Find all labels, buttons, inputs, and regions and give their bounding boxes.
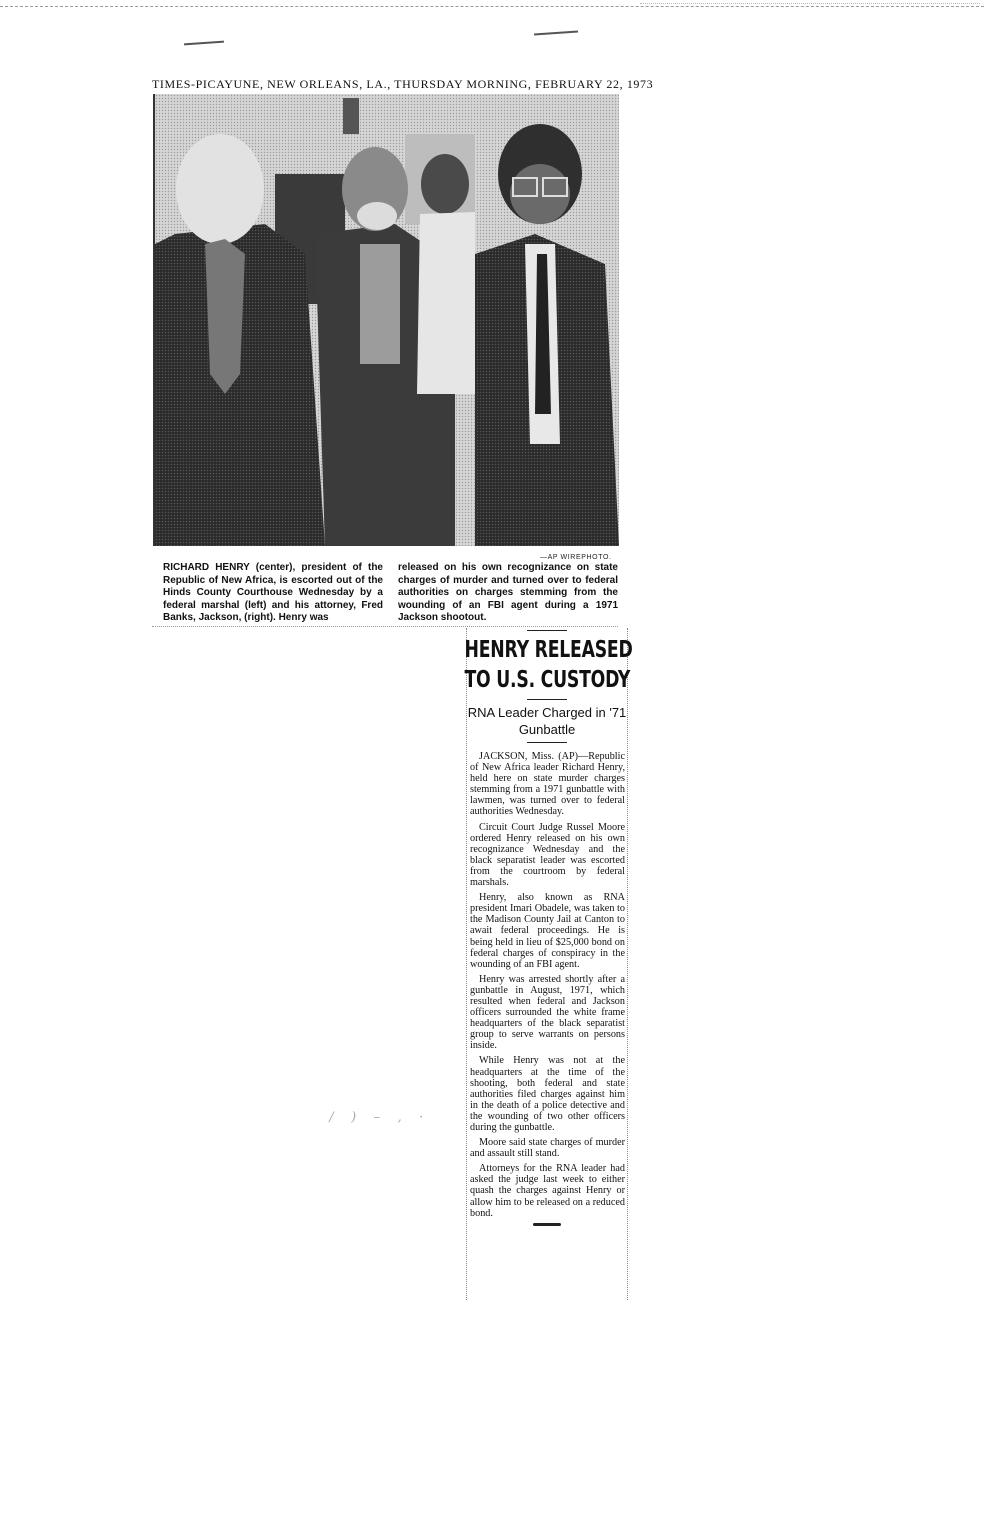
article-paragraph: Henry, also known as RNA president Imari Obadele, was taken to the Madison County Jail at Canton to await federal proceedings. He is being held in lieu of $25,000 bond on federal charges of conspiracy in the wounding of an FBI agent.	[470, 892, 625, 970]
headline-line-2: TO U.S. CUSTODY	[464, 667, 631, 693]
scan-edge-dots	[640, 3, 980, 4]
pencil-mark	[184, 41, 224, 46]
headline-rule	[527, 630, 567, 631]
photo-illustration	[155, 94, 619, 546]
article-paragraph: Moore said state charges of murder and assault still stand.	[470, 1137, 625, 1160]
article-column	[464, 628, 633, 1300]
scan-edge-line	[0, 6, 984, 7]
article-deck: RNA Leader Charged in '71 Gunbattle	[467, 705, 627, 737]
article-paragraph: Henry was arrested shortly after a gunbattle in August, 1971, which resulted when federal and Jackson officers surrounded the white frame headquarters of the black separatist group to serve warrants on persons inside.	[470, 973, 625, 1052]
photo-credit: —AP WIREPHOTO.	[540, 554, 612, 561]
article-paragraph: Attorneys for the RNA leader had asked the judge last week to either quash the charges against Henry or allow him to be released on a reduced bond.	[470, 1163, 625, 1219]
article-body	[467, 751, 627, 1219]
pencil-mark	[534, 30, 578, 35]
article-paragraph: Circuit Court Judge Russel Moore ordered Henry released on his own recognizance Wednesday and the black separatist leader was escorted from the courtroom by federal marshals.	[470, 821, 625, 889]
headline-line-1: HENRY RELEASED	[464, 637, 633, 663]
news-photo	[153, 94, 619, 546]
deck-rule	[527, 742, 567, 743]
caption-column-1: RICHARD HENRY (center), president of the Republic of New Africa, is escorted out of the Hinds County Courthouse Wednesday by a federal marshal (left) and his attorney, Fred Banks, Jackson, (right). Henry was	[163, 562, 383, 624]
faint-handwriting: / ) – ‚ ·	[324, 1110, 428, 1125]
article-paragraph: While Henry was not at the headquarters at the time of the shooting, both federal and state authorities filed charges against him in the death of a police detective and the wounding of two other officers during the gunbattle.	[470, 1055, 625, 1133]
newspaper-dateline: TIMES-PICAYUNE, NEW ORLEANS, LA., THURSDAY MORNING, FEBRUARY 22, 1973	[152, 77, 654, 91]
caption-column-2: released on his own recognizance on state charges of murder and turned over to federal authorities on charges stemming from the wounding of an FBI agent during a 1971 Jackson shootout.	[398, 562, 618, 624]
article-end-mark	[533, 1223, 561, 1226]
article-paragraph: JACKSON, Miss. (AP)—Republic of New Africa leader Richard Henry, held here on state murder charges stemming from a 1971 gunbattle with lawmen, was turned over to federal authorities Wednesday.	[470, 751, 625, 818]
headline-rule	[527, 699, 567, 700]
clipping-cut-line	[152, 626, 618, 627]
